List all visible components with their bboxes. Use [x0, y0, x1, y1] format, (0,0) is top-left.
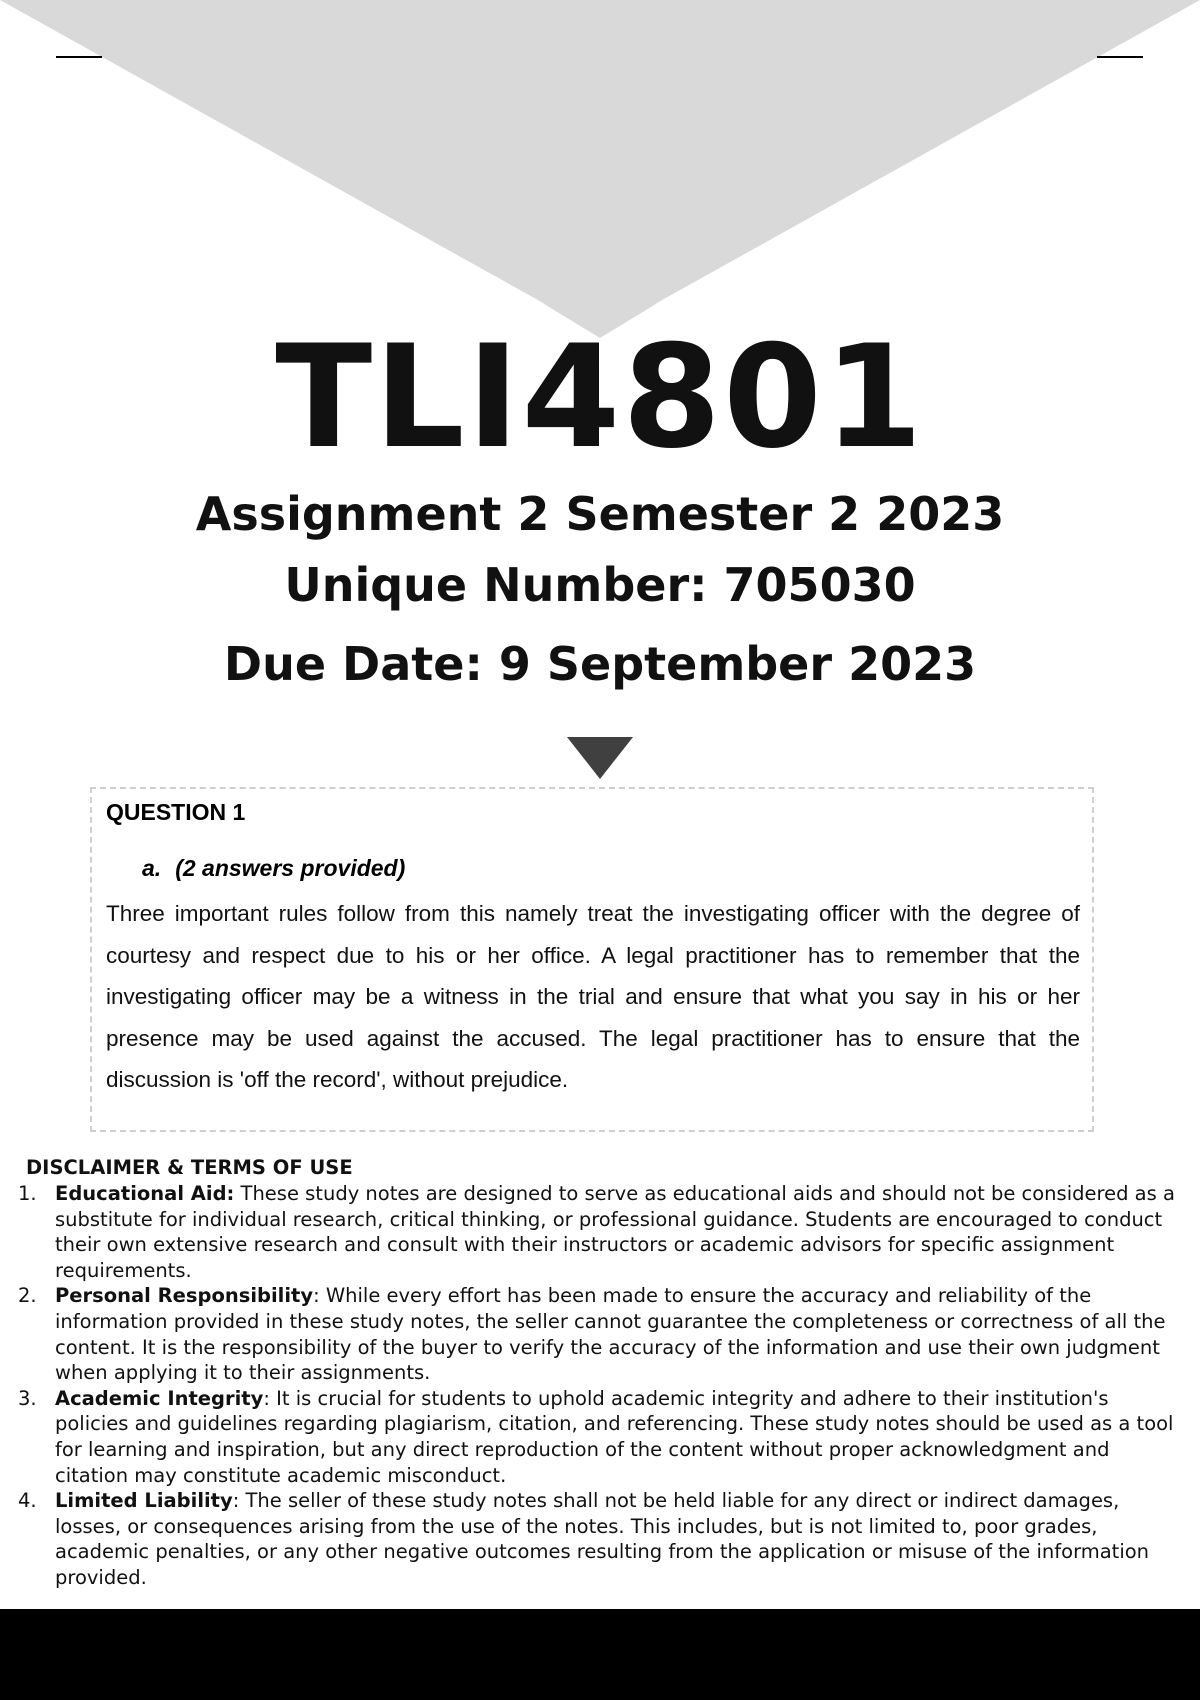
question-part-letter: a. — [142, 855, 162, 881]
disclaimer-item — [18, 1181, 1188, 1283]
due-date: Due Date: 9 September 2023 — [223, 637, 977, 691]
disclaimer-item-text: : While every effort has been made to ensure the accuracy and reliability of the information provided in these study notes, the seller cannot guarantee the completeness or correctness of all the content. It is the responsibility of the buyer to verify the accuracy of the information and use their own judgment when applying it to their assignments. — [55, 1284, 1166, 1385]
course-code-title: TLI4801 — [275, 315, 925, 480]
banner-right-wedge — [655, 0, 1200, 304]
disclaimer-item — [18, 1386, 1188, 1488]
disclaimer-item-number: 1. — [18, 1182, 37, 1205]
disclaimer-item-number: 2. — [18, 1284, 37, 1308]
corner-rule-left — [56, 56, 102, 58]
disclaimer-item-label: Educational Aid: — [55, 1182, 235, 1205]
disclaimer-item-label: Academic Integrity — [55, 1386, 264, 1410]
assignment-heading: Assignment 2 Semester 2 2023 — [195, 487, 1005, 541]
question-answer-text: Three important rules follow from this namely treat the investigating officer with the degree of courtesy and respect due to his or her office. A legal practitioner has to remember that the investigating officer may be a witness in the trial and ensure that what you say in his or her presence may be used against the accused. The legal practitioner has to ensure that the discussion is 'off the record', without prejudice. — [106, 901, 1080, 1092]
header-chevron-banner — [0, 0, 1200, 340]
disclaimer-section — [18, 1155, 1188, 1591]
question-preview-box — [90, 787, 1094, 1132]
down-triangle-icon — [567, 737, 633, 779]
disclaimer-item-text: : It is crucial for students to uphold academic integrity and adhere to their institution's policies and guidelines regarding plagiarism, citation, and referencing. These study notes should be used as a tool for learning and inspiration, but any direct reproduction of the content without proper acknowledgment and citation may constitute academic misconduct. — [55, 1386, 1174, 1487]
disclaimer-item-text: : The seller of these study notes shall not be held liable for any direct or indirect damages, losses, or consequences arising from the use of the notes. This includes, but is not limited to, poor grades, academic penalties, or any other negative outcomes resulting from the application or misuse of the information provided. — [55, 1489, 1150, 1589]
question-part-note: (2 answers provided) — [175, 855, 406, 881]
unique-number: Unique Number: 705030 — [284, 558, 916, 612]
disclaimer-item — [18, 1283, 1188, 1385]
banner-left-wedge — [0, 0, 545, 304]
disclaimer-title: DISCLAIMER & TERMS OF USE — [26, 1156, 353, 1179]
disclaimer-list — [18, 1181, 1188, 1591]
question-part-heading — [142, 853, 405, 883]
corner-rule-right — [1097, 56, 1143, 58]
banner-center — [544, 0, 656, 304]
disclaimer-item-number: 3. — [18, 1386, 37, 1410]
footer-bar — [0, 1609, 1200, 1700]
disclaimer-item-label: Personal Responsibility — [55, 1284, 314, 1308]
question-title: QUESTION 1 — [106, 799, 246, 825]
disclaimer-item-text: These study notes are designed to serve as educational aids and should not be considered as a substitute for individual research, critical thinking, or professional guidance. Students are encouraged to conduct their own extensive research and consult with their instructors or academic advisors for specific assignment requirements. — [55, 1182, 1175, 1282]
disclaimer-item-number: 4. — [18, 1489, 37, 1513]
disclaimer-item — [18, 1488, 1188, 1590]
disclaimer-item-label: Limited Liability — [55, 1489, 233, 1513]
